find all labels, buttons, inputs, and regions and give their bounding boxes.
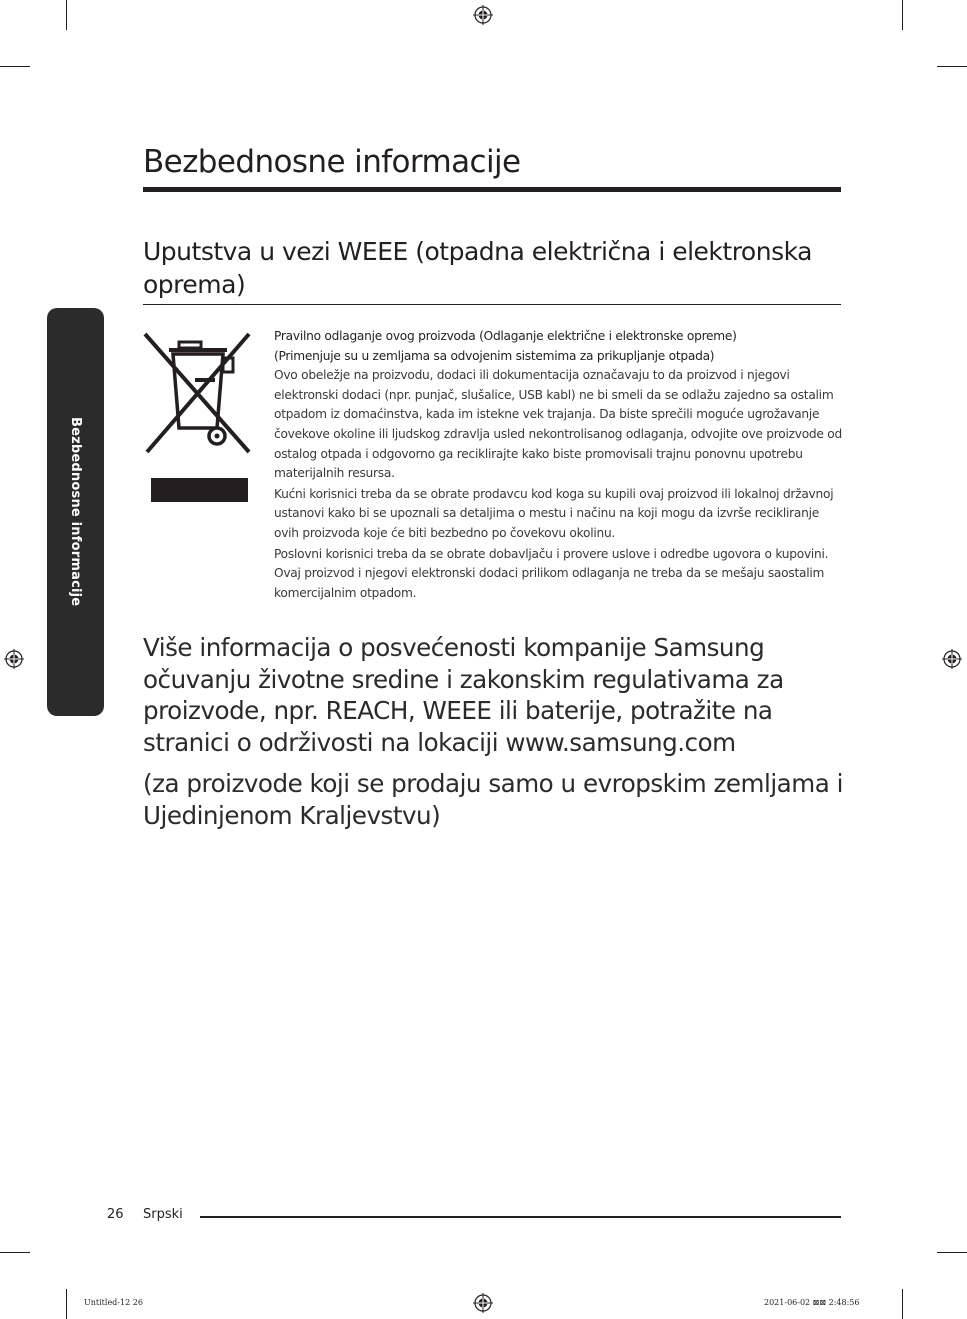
chapter-rule — [143, 187, 841, 192]
registration-mark-icon — [473, 5, 493, 25]
notice-paragraph: Kućni korisnici treba da se obrate prodavcu kod koga su kupili ovaj proizvod ili lokalnoj državnoj ustanovi kako bi se upoznali sa detaljima o mestu i načinu na koji mogu da izvrše recikliranje ovih proizvoda koje će biti bezbedno po čovekovu okolinu. — [274, 486, 834, 540]
section-rule — [143, 304, 841, 305]
section-title: Uputstva u vezi WEEE (otpadna električna i elektronska oprema) — [143, 237, 812, 299]
notice-heading: Pravilno odlaganje ovog proizvoda (Odlaganje električne i elektronske opreme) — [274, 329, 737, 343]
side-tab-label — [47, 308, 104, 716]
notice-paragraph: Poslovni korisnici treba da se obrate dobavljaču i provere uslove i odredbe ugovora o kupovini. Ovaj proizvod i njegovi elektronski dodaci prilikom odlaganja ne treba da se mešaju saostalim komercijalnim otpadom. — [274, 546, 829, 600]
footer-rule — [200, 1216, 841, 1218]
eu-note-text: (za proizvode koji se prodaju samo u evropskim zemljama i Ujedinjenom Kraljevstvu) — [143, 769, 843, 830]
notice-paragraph: Ovo obeležje na proizvodu, dodaci ili dokumentacija označavaju to da proizvod i njegovi elektronski dodaci (npr. punjač, slušalice, USB kabl) ne bi smeli da se odlažu zajedno sa ostalim otpadom iz domaćinstva, kada im istekne vek trajanja. Da biste sprečili moguće ugrožavanje čovekove okoline ili ljudskog zdravlja usled nekontrolisanog odlaganja, odvojite ove proizvode od ostalog otpada i odgovorno ga reciklirajte kako biste promovisali trajnu ponovnu upotrebu materijalnih resursa. — [274, 368, 842, 481]
crop-mark — [902, 0, 903, 30]
notice-subheading: (Primenjuje su u zemljama sa odvojenim sistemima za prikupljanje otpada) — [274, 348, 715, 363]
crossed-out-wheeled-bin-icon — [143, 330, 255, 505]
chapter-title: Bezbednosne informacije — [143, 144, 521, 180]
crop-mark — [66, 0, 67, 30]
registration-mark-icon — [942, 649, 962, 669]
slug-datetime: 2021-06-02 ⊠⊠ 2:48:56 — [764, 1298, 860, 1307]
crop-mark — [937, 66, 967, 67]
crop-mark — [902, 1289, 903, 1319]
crop-mark — [937, 1252, 967, 1253]
page-language: Srpski — [143, 1207, 183, 1222]
page-number: 26 — [107, 1207, 124, 1222]
crop-mark — [0, 1252, 30, 1253]
registration-mark-icon — [4, 649, 24, 669]
crop-mark — [0, 66, 30, 67]
registration-mark-icon — [473, 1293, 493, 1313]
more-info-block — [143, 632, 843, 831]
side-tab-text: Bezbednosne informacije — [68, 417, 83, 607]
weee-notice — [274, 327, 844, 603]
more-info-text: Više informacija o posvećenosti kompanije Samsung očuvanju životne sredine i zakonskim regulativama za proizvode, npr. REACH, WEEE ili baterije, potražite na stranici o održivosti na lokaciji www.samsung.com — [143, 633, 784, 757]
crop-mark — [66, 1289, 67, 1319]
slug-file: Untitled-12 26 — [84, 1298, 143, 1307]
